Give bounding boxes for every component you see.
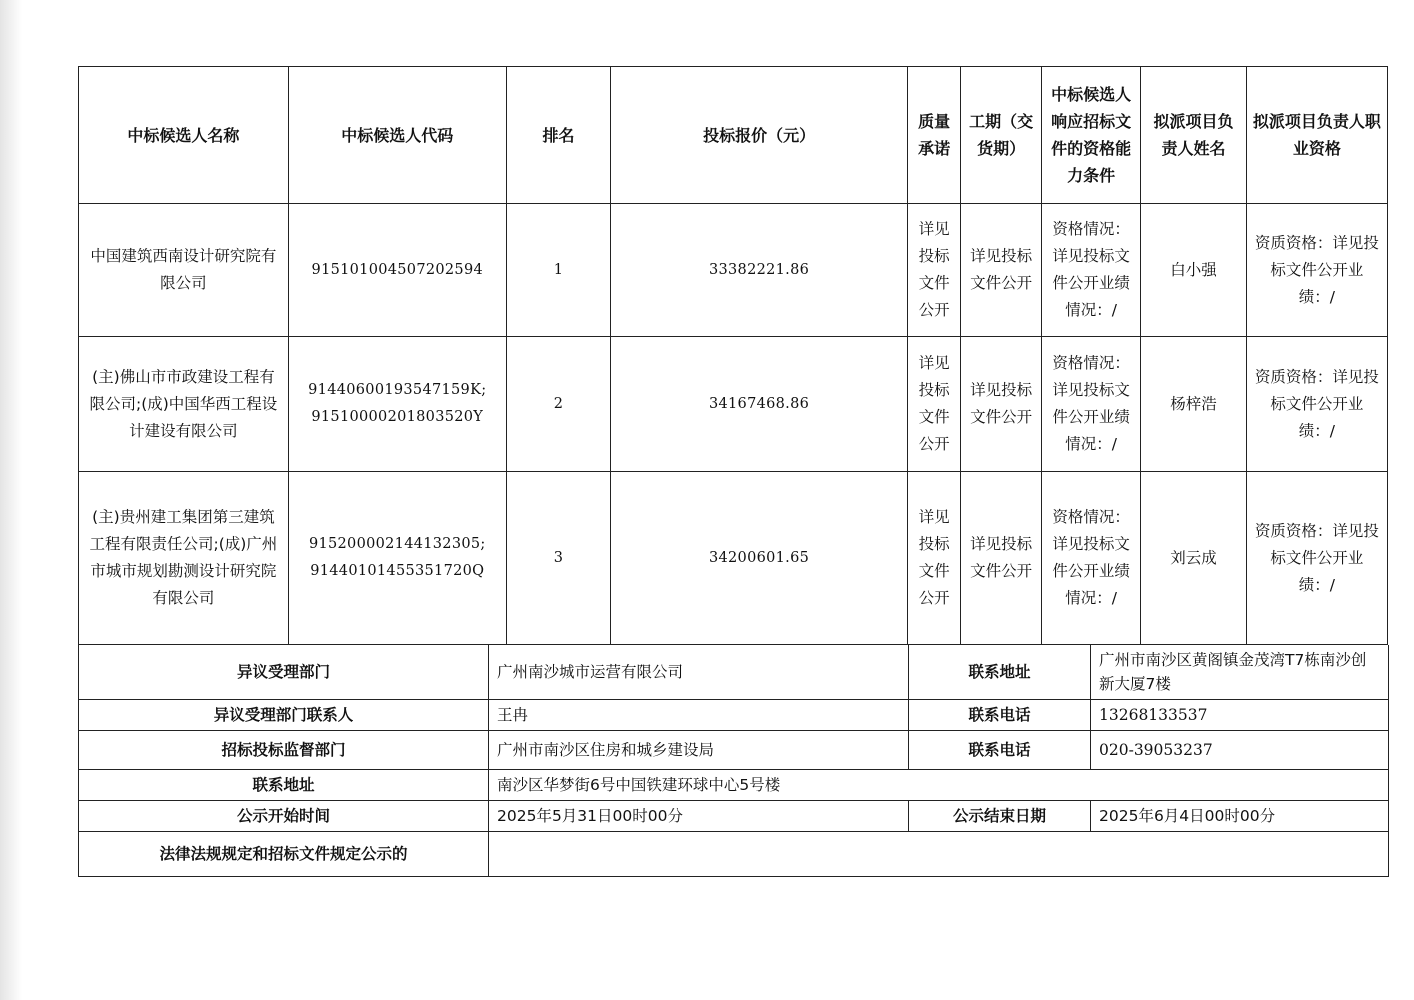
phone-label-2: 联系电话 bbox=[909, 731, 1091, 770]
candidate-code bbox=[288, 337, 506, 472]
candidate-rank: 1 bbox=[506, 204, 610, 337]
phone-value-1: 13268133537 bbox=[1091, 700, 1389, 731]
candidate-code-line: 91440101455351720Q bbox=[310, 563, 485, 579]
header-quality: 质量承诺 bbox=[907, 67, 960, 204]
header-price: 投标报价（元） bbox=[611, 67, 908, 204]
header-rank: 排名 bbox=[506, 67, 610, 204]
end-date-label: 公示结束日期 bbox=[909, 801, 1091, 832]
candidate-code-line: 91440600193547159K; bbox=[308, 382, 487, 398]
table-header-row bbox=[79, 67, 1388, 204]
objection-contact-value: 王冉 bbox=[489, 700, 909, 731]
candidate-quality: 详见投标文件公开 bbox=[907, 337, 960, 472]
candidate-price: 34200601.65 bbox=[611, 472, 908, 645]
candidate-code-line: 91510000201803520Y bbox=[311, 409, 484, 425]
address-label: 联系地址 bbox=[79, 770, 489, 801]
scan-edge-shadow bbox=[0, 0, 22, 1000]
candidate-price: 33382221.86 bbox=[611, 204, 908, 337]
candidate-qualification: 资质资格：详见投标文件公开业绩：/ bbox=[1246, 204, 1387, 337]
candidate-rank: 2 bbox=[506, 337, 610, 472]
candidate-capability: 资格情况：详见投标文件公开业绩情况：/ bbox=[1042, 337, 1141, 472]
legal-disclosure-value bbox=[489, 832, 1389, 877]
header-name: 中标候选人名称 bbox=[79, 67, 289, 204]
phone-value-2: 020-39053237 bbox=[1091, 731, 1389, 770]
table-row bbox=[79, 337, 1388, 472]
announcement-info-table bbox=[78, 645, 1389, 877]
candidate-period: 详见投标文件公开 bbox=[961, 472, 1042, 645]
info-row-objection-dept bbox=[79, 645, 1389, 700]
candidate-quality: 详见投标文件公开 bbox=[907, 204, 960, 337]
header-manager: 拟派项目负责人姓名 bbox=[1141, 67, 1246, 204]
contact-address-label: 联系地址 bbox=[909, 645, 1091, 700]
info-row-legal bbox=[79, 832, 1389, 877]
header-qualification: 拟派项目负责人职业资格 bbox=[1246, 67, 1387, 204]
candidate-name: (主)佛山市市政建设工程有限公司;(成)中国华西工程设计建设有限公司 bbox=[79, 337, 289, 472]
announcement-sheet bbox=[78, 66, 1388, 877]
legal-disclosure-label: 法律法规规定和招标文件规定公示的 bbox=[79, 832, 489, 877]
candidate-name: 中国建筑西南设计研究院有限公司 bbox=[79, 204, 289, 337]
candidate-qualification: 资质资格：详见投标文件公开业绩：/ bbox=[1246, 472, 1387, 645]
info-row-dates bbox=[79, 801, 1389, 832]
candidate-qualification: 资质资格：详见投标文件公开业绩：/ bbox=[1246, 337, 1387, 472]
info-row-address bbox=[79, 770, 1389, 801]
candidate-code-line: 915200002144132305; bbox=[308, 536, 486, 552]
candidates-table bbox=[78, 66, 1388, 645]
objection-dept-label: 异议受理部门 bbox=[79, 645, 489, 700]
candidate-name: (主)贵州建工集团第三建筑工程有限责任公司;(成)广州市城市规划勘测设计研究院有限公司 bbox=[79, 472, 289, 645]
address-value: 南沙区华梦街6号中国铁建环球中心5号楼 bbox=[489, 770, 1389, 801]
start-time-label: 公示开始时间 bbox=[79, 801, 489, 832]
info-row-supervision bbox=[79, 731, 1389, 770]
candidate-quality: 详见投标文件公开 bbox=[907, 472, 960, 645]
header-capability: 中标候选人响应招标文件的资格能力条件 bbox=[1042, 67, 1141, 204]
table-row bbox=[79, 472, 1388, 645]
candidate-rank: 3 bbox=[506, 472, 610, 645]
header-period: 工期（交货期） bbox=[961, 67, 1042, 204]
phone-label-1: 联系电话 bbox=[909, 700, 1091, 731]
candidate-manager: 刘云成 bbox=[1141, 472, 1246, 645]
info-row-objection-contact bbox=[79, 700, 1389, 731]
candidate-price: 34167468.86 bbox=[611, 337, 908, 472]
candidate-manager: 杨梓浩 bbox=[1141, 337, 1246, 472]
candidate-capability: 资格情况：详见投标文件公开业绩情况：/ bbox=[1042, 472, 1141, 645]
table-row bbox=[79, 204, 1388, 337]
end-date-value: 2025年6月4日00时00分 bbox=[1091, 801, 1389, 832]
contact-address-value: 广州市南沙区黄阁镇金茂湾T7栋南沙创新大厦7楼 bbox=[1091, 645, 1389, 700]
objection-contact-label: 异议受理部门联系人 bbox=[79, 700, 489, 731]
supervision-dept-label: 招标投标监督部门 bbox=[79, 731, 489, 770]
supervision-dept-value: 广州市南沙区住房和城乡建设局 bbox=[489, 731, 909, 770]
candidate-manager: 白小强 bbox=[1141, 204, 1246, 337]
candidate-code bbox=[288, 472, 506, 645]
candidate-period: 详见投标文件公开 bbox=[961, 204, 1042, 337]
objection-dept-value: 广州南沙城市运营有限公司 bbox=[489, 645, 909, 700]
candidate-code: 915101004507202594 bbox=[288, 204, 506, 337]
start-time-value: 2025年5月31日00时00分 bbox=[489, 801, 909, 832]
candidate-capability: 资格情况：详见投标文件公开业绩情况：/ bbox=[1042, 204, 1141, 337]
header-code: 中标候选人代码 bbox=[288, 67, 506, 204]
candidate-period: 详见投标文件公开 bbox=[961, 337, 1042, 472]
